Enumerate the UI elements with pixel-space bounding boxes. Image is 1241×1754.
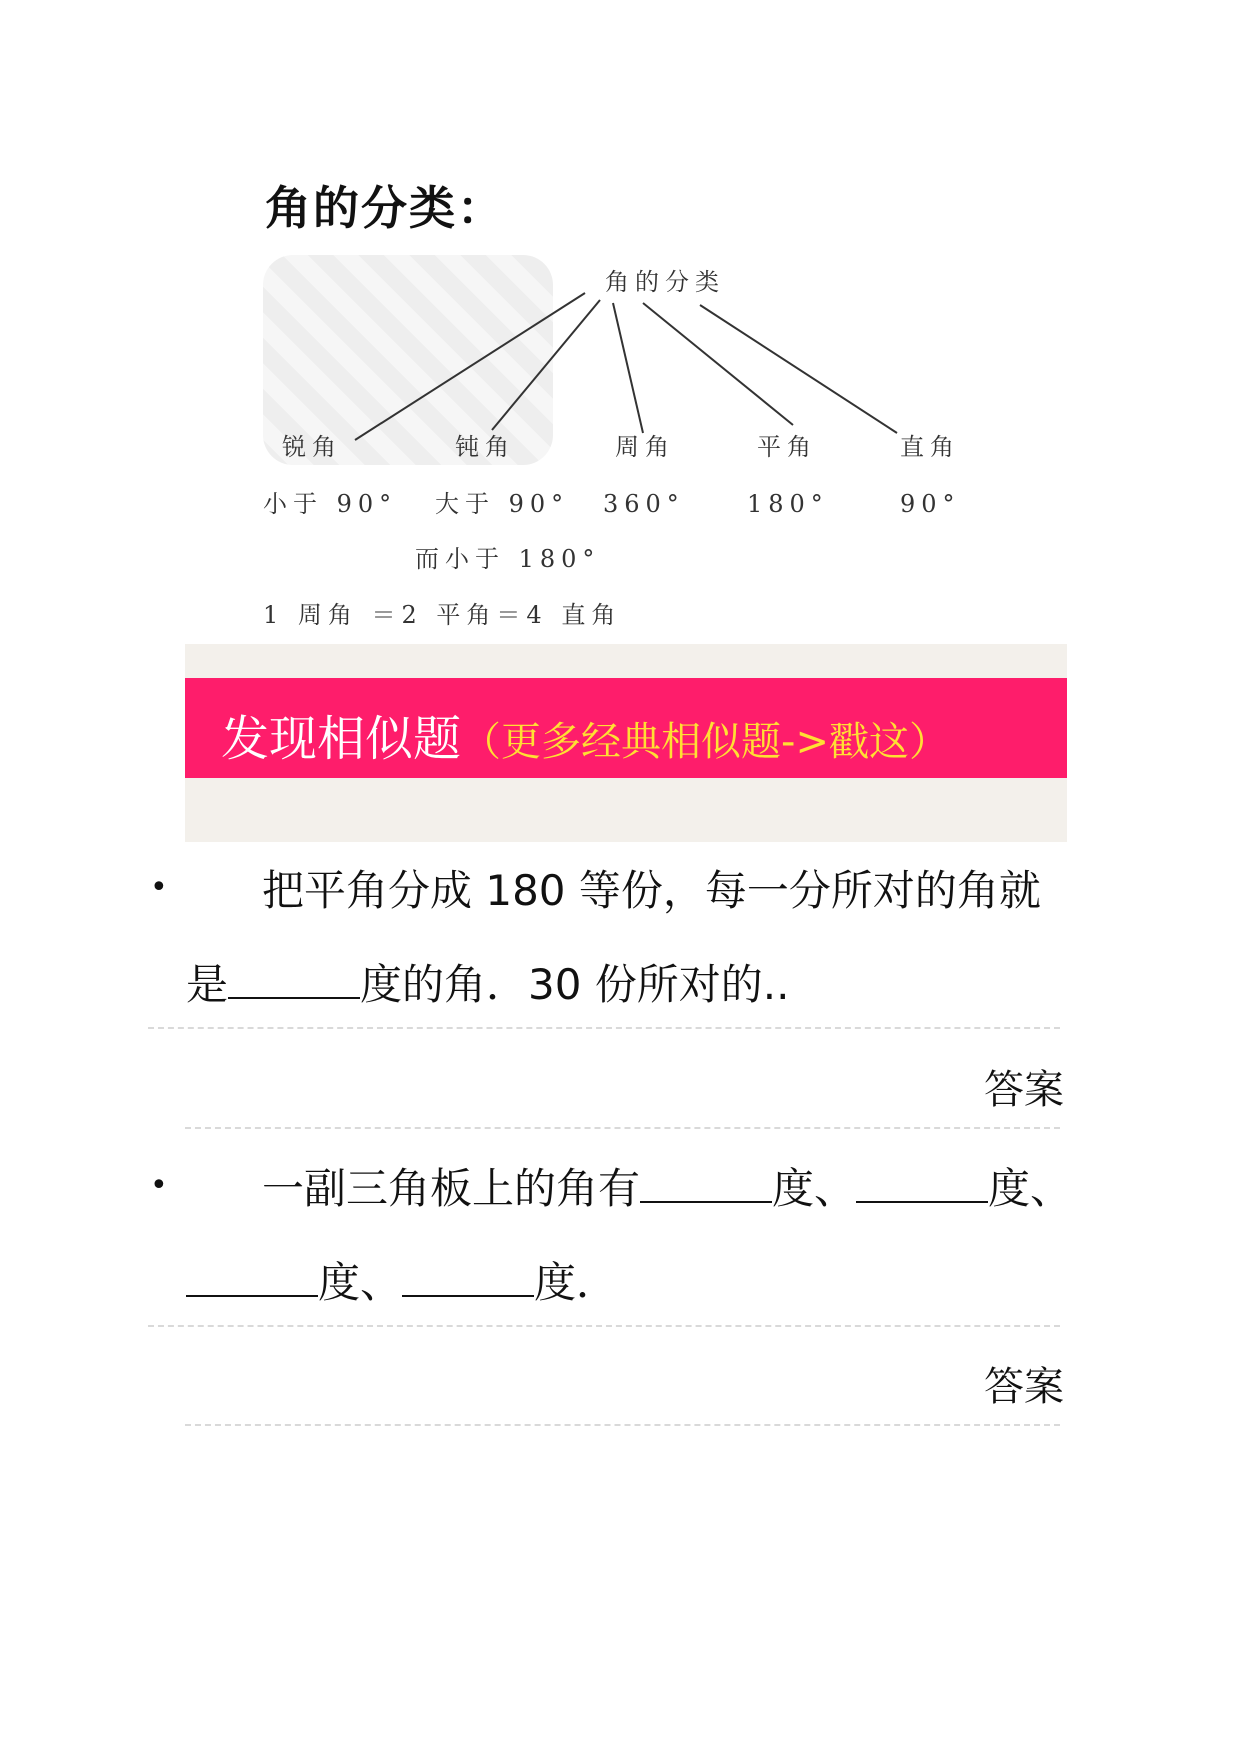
- question-text-suffix: 度的角．30 份所对的..: [360, 960, 790, 1009]
- branch-line-straight: [643, 303, 793, 425]
- branch-line-right: [700, 305, 897, 433]
- question-sep: 度、: [988, 1164, 1073, 1213]
- diagram-branches: [355, 293, 897, 440]
- answer-blank: [402, 1257, 534, 1297]
- divider: [185, 1127, 1060, 1129]
- diagram-root-label: 角的分类: [605, 268, 725, 296]
- type-name-right: 直角: [900, 433, 960, 461]
- type-desc-right: 90°: [900, 490, 961, 518]
- answer-blank: [186, 1257, 318, 1297]
- diagram-svg: [260, 255, 1000, 645]
- divider: [148, 1027, 1060, 1029]
- answer-blank: [640, 1163, 772, 1203]
- branch-line-round: [613, 303, 643, 433]
- list-bullet: •: [150, 1168, 168, 1203]
- answer-blank: [856, 1163, 988, 1203]
- similar-questions-banner[interactable]: [185, 678, 1067, 778]
- question-item: [150, 850, 1070, 1070]
- type-name-obtuse: 钝角: [455, 433, 515, 461]
- answer-link[interactable]: 答案: [984, 1067, 1064, 1113]
- type-name-acute: 锐角: [282, 433, 342, 461]
- question-text-line1: [262, 1156, 1072, 1216]
- type-desc-acute: 小于 90°: [263, 490, 398, 518]
- branch-line-acute: [355, 293, 585, 440]
- banner-title: 发现相似题: [221, 711, 462, 767]
- question-end: 度．: [534, 1258, 619, 1307]
- question-text-line2: [186, 1250, 618, 1310]
- list-bullet: •: [150, 870, 168, 905]
- question-sep: 度、: [318, 1258, 403, 1307]
- question-text-prefix: 是: [186, 960, 229, 1009]
- question-item: [150, 1148, 1073, 1368]
- type-desc2-obtuse: 而小于 180°: [415, 545, 601, 573]
- similar-questions-panel: [185, 644, 1067, 842]
- type-name-straight: 平角: [757, 433, 817, 461]
- branch-line-obtuse: [492, 300, 600, 430]
- more-similar-link[interactable]: （更多经典相似题->戳这）: [461, 719, 949, 765]
- section-title: 角的分类：: [265, 181, 505, 235]
- question-text-line1: 把平角分成 180 等份，每一分所对的角就: [262, 866, 1041, 915]
- type-desc-straight: 180°: [747, 490, 829, 518]
- type-desc-round: 360°: [603, 490, 685, 518]
- type-desc-obtuse: 大于 90°: [435, 490, 570, 518]
- answer-link[interactable]: 答案: [984, 1364, 1064, 1410]
- question-text-line2: [186, 952, 790, 1012]
- answer-blank: [228, 959, 360, 999]
- divider: [185, 1424, 1060, 1426]
- question-sep: 度、: [772, 1164, 857, 1213]
- divider: [148, 1325, 1060, 1327]
- question-text-prefix: 一副三角板上的角有: [262, 1164, 641, 1213]
- angle-classification-diagram: [260, 255, 1000, 645]
- type-name-round: 周角: [615, 433, 675, 461]
- angle-relation: 1 周角 ＝2 平角＝4 直角: [263, 601, 622, 629]
